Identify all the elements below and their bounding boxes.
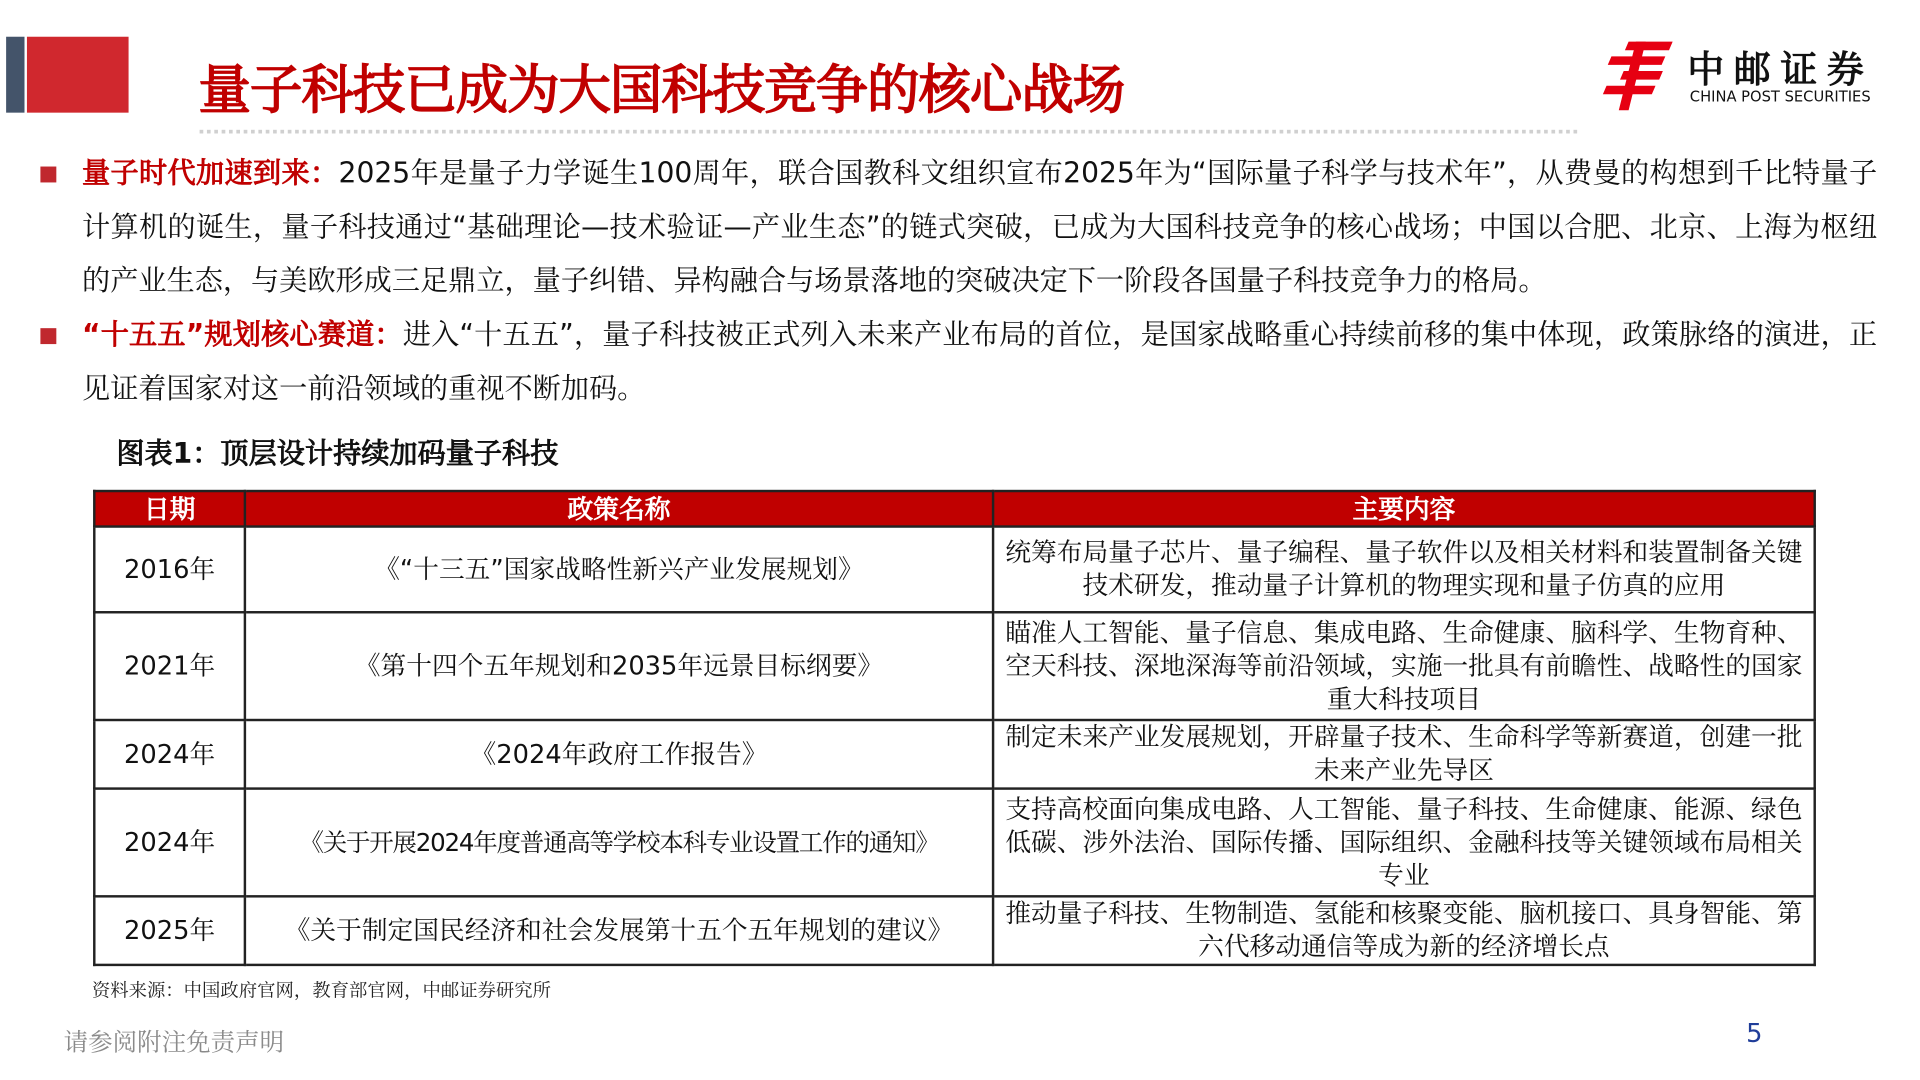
cell-policy-name: 《第十四个五年规划和2035年远景目标纲要》 xyxy=(245,612,993,720)
company-logo xyxy=(1602,39,1896,112)
cell-content: 瞄准人工智能、量子信息、集成电路、生命健康、脑科学、生物育种、空天科技、深地深海等前沿领域，实施一批具有前瞻性、战略性的国家重大科技项目 xyxy=(993,612,1815,720)
logo-text-en: CHINA POST SECURITIES xyxy=(1689,88,1871,106)
title-divider xyxy=(200,130,1578,134)
bullet-square-icon xyxy=(40,167,56,183)
bullet-square-icon xyxy=(40,328,56,344)
table-row xyxy=(94,612,1814,720)
cell-policy-name: 《2024年政府工作报告》 xyxy=(245,720,993,789)
cell-date: 2024年 xyxy=(94,720,245,789)
bullet-item xyxy=(40,309,1877,417)
cell-date: 2024年 xyxy=(94,789,245,897)
cell-content: 统筹布局量子芯片、量子编程、量子软件以及相关材料和装置制备关键技术研发，推动量子计算机的物理实现和量子仿真的应用 xyxy=(993,527,1815,613)
cell-policy-name: 《关于制定国民经济和社会发展第十五个五年规划的建议》 xyxy=(245,896,993,965)
cell-content: 支持高校面向集成电路、人工智能、量子科技、生命健康、能源、绿色低碳、涉外法治、国际传播、国际组织、金融科技等关键领域布局相关专业 xyxy=(993,789,1815,897)
china-post-logo-icon xyxy=(1602,39,1675,112)
header-policy-name: 政策名称 xyxy=(245,491,993,527)
bullet-text: 进入“十五五”，量子科技被正式列入未来产业布局的首位，是国家战略重心持续前移的集中体现，政策脉络的演进，正见证着国家对这一前沿领域的重视不断加码。 xyxy=(82,319,1878,406)
bullet-item xyxy=(40,147,1877,309)
cell-content: 推动量子科技、生物制造、氢能和核聚变能、脑机接口、具身智能、第六代移动通信等成为新的经济增长点 xyxy=(993,896,1815,965)
table-row xyxy=(94,720,1814,789)
bullet-label: “十五五”规划核心赛道： xyxy=(82,319,403,352)
title-accent-red xyxy=(27,37,129,113)
bullet-list xyxy=(40,147,1877,416)
bullet-text: 2025年是量子力学诞生100周年，联合国教科文组织宣布2025年为“国际量子科学与技术年”，从费曼的构想到千比特量子计算机的诞生，量子科技通过“基础理论—技术验证—产业生态”的链式突破，已成为大国科技竞争的核心战场；中国以合肥、北京、上海为枢纽的产业生态，与美欧形成三足鼎立，量子纠错、异构融合与场景落地的突破决定下一阶段各国量子科技竞争力的格局。 xyxy=(82,157,1878,298)
header-date: 日期 xyxy=(94,491,245,527)
table-source: 资料来源：中国政府官网，教育部官网，中邮证券研究所 xyxy=(91,979,552,1002)
page-title: 量子科技已成为大国科技竞争的核心战场 xyxy=(198,60,1125,122)
policy-table xyxy=(93,490,1816,966)
cell-content: 制定未来产业发展规划，开辟量子技术、生命科学等新赛道，创建一批未来产业先导区 xyxy=(993,720,1815,789)
cell-policy-name: 《关于开展2024年度普通高等学校本科专业设置工作的通知》 xyxy=(245,789,993,897)
logo-text-cn: 中邮证券 xyxy=(1687,48,1874,92)
cell-date: 2021年 xyxy=(94,612,245,720)
table-caption: 图表1：顶层设计持续加码量子科技 xyxy=(116,438,559,471)
bullet-label: 量子时代加速到来： xyxy=(82,157,339,190)
table-row xyxy=(94,896,1814,965)
table-header-row xyxy=(94,491,1814,527)
title-accent-dark xyxy=(6,37,24,113)
table-row xyxy=(94,789,1814,897)
cell-policy-name: 《“十三五”国家战略性新兴产业发展规划》 xyxy=(245,527,993,613)
page-number: 5 xyxy=(1746,1018,1763,1049)
table-row xyxy=(94,527,1814,613)
cell-date: 2025年 xyxy=(94,896,245,965)
disclaimer-note: 请参阅附注免责声明 xyxy=(63,1027,285,1057)
cell-date: 2016年 xyxy=(94,527,245,613)
header-content: 主要内容 xyxy=(993,491,1815,527)
